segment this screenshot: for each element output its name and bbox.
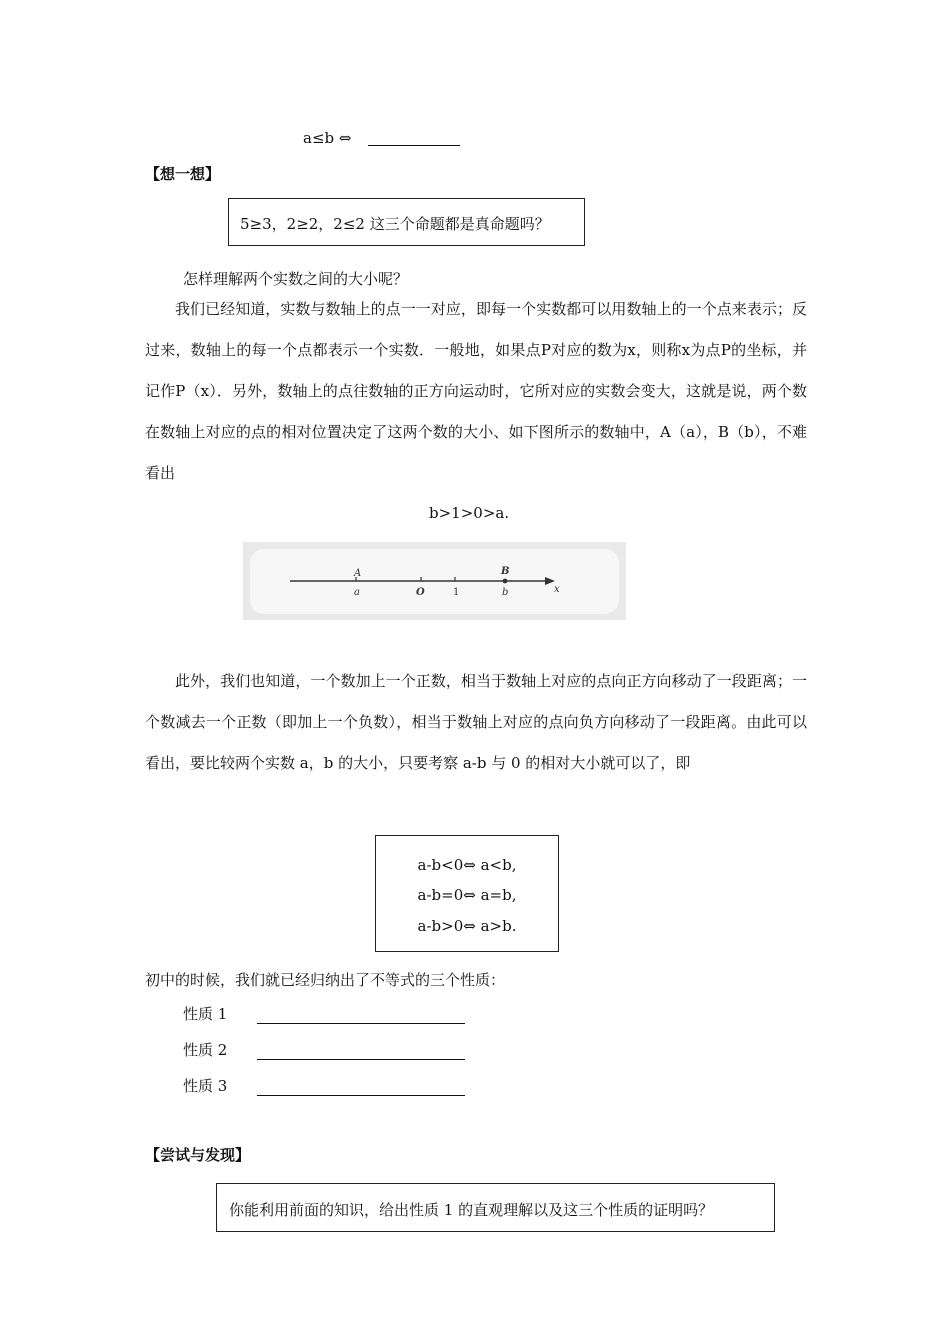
property-1-label: 性质 1 <box>183 1005 228 1023</box>
properties-intro: 初中的时候，我们就已经归纳出了不等式的三个性质： <box>145 971 506 989</box>
paragraph-2-text: 此外，我们也知道，一个数加上一个正数，相当于数轴上对应的点向正方向移动了一段距离；一个数减去一个正数（即加上一个负数），相当于数轴上对应的点向负方向移动了一段距离。由此可以看出，要比较两个实数 a，b 的大小，只要考察 a-b 与 0 的相对大小就可以了，即 <box>145 672 807 772</box>
equivalence-box <box>375 835 559 952</box>
try-box-text: 你能利用前面的知识，给出性质 1 的直观理解以及这三个性质的证明吗？ <box>229 1201 714 1219</box>
property-3-blank <box>257 1081 465 1096</box>
paragraph-2 <box>145 661 807 784</box>
property-2-label: 性质 2 <box>183 1041 228 1059</box>
number-line-figure <box>243 542 626 620</box>
inequality-chain: b>1>0>a. <box>429 504 510 522</box>
equivalence-equal: a-b=0⇔ a=b, <box>417 886 517 904</box>
label-B: B <box>501 566 510 577</box>
label-x: x <box>554 584 560 595</box>
equivalence-greater: a-b>0⇔ a>b. <box>417 917 517 935</box>
label-b: b <box>502 587 509 598</box>
property-2-blank <box>257 1045 465 1060</box>
label-O: O <box>416 587 425 598</box>
top-relation <box>303 129 351 147</box>
try-box <box>216 1183 775 1232</box>
point-b <box>503 579 508 584</box>
property-3-label: 性质 3 <box>183 1077 228 1095</box>
paragraph-1-text: 我们已经知道，实数与数轴上的点一一对应，即每一个实数都可以用数轴上的一个点来表示；反过来，数轴上的每一个点都表示一个实数．一般地，如果点P对应的数为x，则称x为点P的坐标，并记作P（x）．另外，数轴上的点往数轴的正方向运动时，它所对应的实数会变大，这就是说，两个数在数轴上对应的点的相对位置决定了这两个数的大小、如下图所示的数轴中，A（a），B（b），不难看出 <box>145 300 807 482</box>
property-1-blank <box>257 1009 465 1024</box>
think-box <box>228 198 585 246</box>
label-a: a <box>354 587 360 598</box>
top-relation-text: a≤b ⇔ <box>303 129 352 147</box>
label-one: 1 <box>453 587 460 598</box>
property-row-2 <box>183 1039 465 1060</box>
try-heading: 【尝试与发现】 <box>145 1146 251 1164</box>
top-relation-blank <box>368 131 460 146</box>
number-line-svg <box>243 542 626 620</box>
property-row-3 <box>183 1075 465 1096</box>
think-box-text: 5≥3，2≥2，2≤2 这三个命题都是真命题吗？ <box>240 215 550 233</box>
equivalence-less: a-b<0⇔ a<b, <box>417 856 517 874</box>
paragraph-1 <box>145 289 807 494</box>
label-A: A <box>354 568 362 579</box>
property-row-1 <box>183 1003 465 1024</box>
think-heading: 【想一想】 <box>145 165 221 183</box>
question-text: 怎样理解两个实数之间的大小呢？ <box>183 270 409 288</box>
